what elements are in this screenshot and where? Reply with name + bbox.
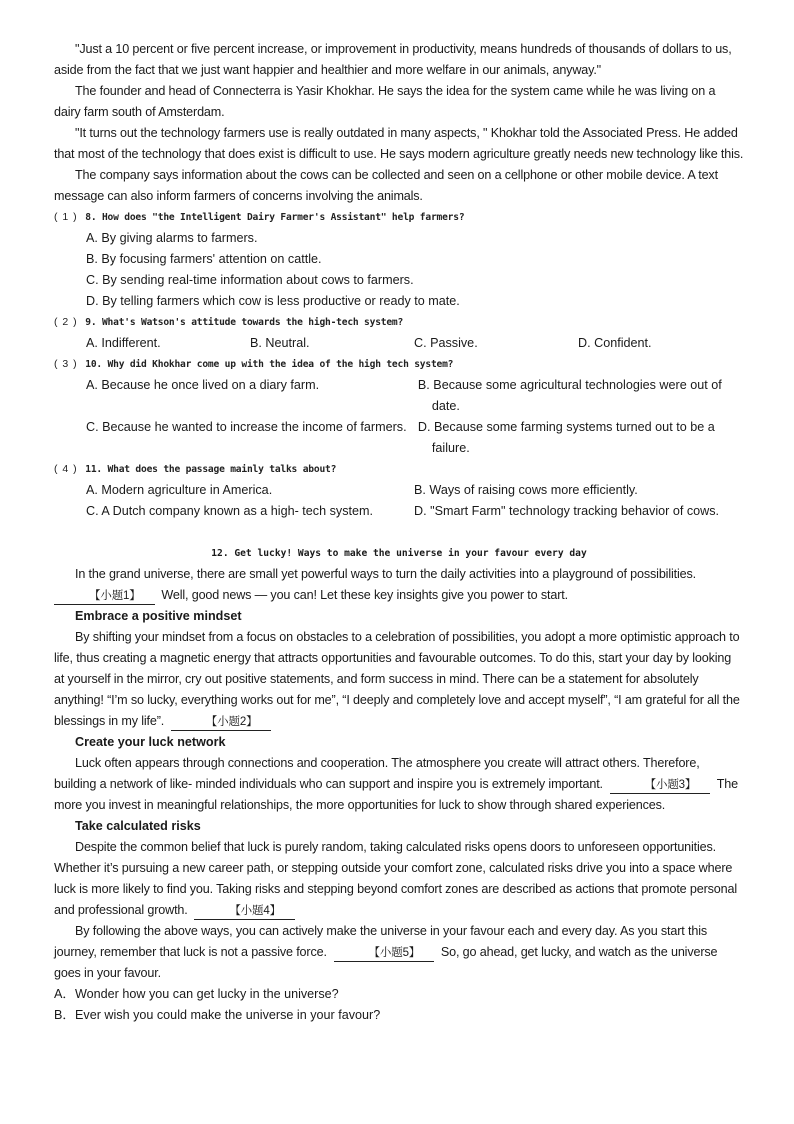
- blank-4[interactable]: 【小题4】: [194, 904, 295, 920]
- paragraph-text: So, go ahead, get lucky, and watch as the universe goes in your favour.: [54, 945, 718, 980]
- section-heading: Embrace a positive mindset: [75, 609, 242, 623]
- intro-text: In the grand universe, there are small yet powerful ways to turn the daily activities into a playground of possibilities.: [75, 567, 696, 581]
- paragraph-text: By following the above ways, you can actively make the universe in your favour each and every day. As you start this journey, remember that luck is not a passive force.: [54, 924, 707, 959]
- question-number: ( 2 ): [54, 316, 78, 328]
- passage-title: 12. Get lucky! Ways to make the universe in your favour every day: [211, 548, 587, 559]
- option-c[interactable]: C. Because he wanted to increase the income of farmers.: [86, 420, 407, 434]
- paragraph: "It turns out the technology farmers use is really outdated in many aspects, " Khokhar told the Associated Press. He added that most of the technology that does exist is difficult to use. He says modern agriculture greatly needs new technology like this.: [54, 126, 744, 161]
- question-text: 11. What does the passage mainly talks about?: [85, 464, 337, 475]
- blank-1[interactable]: 【小题1】: [54, 589, 155, 605]
- option-d[interactable]: D. "Smart Farm" technology tracking behavior of cows.: [414, 504, 720, 518]
- intro-after-text: Well, good news — you can! Let these key insights give you power to start.: [161, 588, 568, 602]
- document-page: [54, 39, 744, 1026]
- option-a[interactable]: A. Indifferent.: [86, 336, 161, 350]
- answer-option-a[interactable]: A．Wonder how you can get lucky in the universe?: [54, 987, 339, 1001]
- question-text: 10. Why did Khokhar come up with the idea of the high tech system?: [85, 359, 454, 370]
- paragraph: [54, 753, 744, 816]
- option-c[interactable]: C. A Dutch company known as a high- tech system.: [86, 504, 373, 518]
- question-3: [54, 354, 744, 459]
- option-d[interactable]: D. By telling farmers which cow is less productive or ready to mate.: [86, 294, 460, 308]
- paragraph-text: The more you invest in meaningful relationships, the more opportunities for luck to show through shared experiences.: [54, 777, 739, 812]
- option-c[interactable]: C. By sending real-time information about cows to farmers.: [86, 273, 414, 287]
- question-number: ( 3 ): [54, 358, 78, 370]
- option-a[interactable]: A. Modern agriculture in America.: [86, 483, 273, 497]
- question-stem: [54, 207, 744, 228]
- option-a[interactable]: A. Because he once lived on a diary farm.: [86, 378, 320, 392]
- question-2: [54, 312, 744, 354]
- option-c[interactable]: C. Passive.: [414, 336, 478, 350]
- paragraph: The founder and head of Connecterra is Yasir Khokhar. He says the idea for the system came while he was living on a dairy farm south of Amsterdam.: [54, 84, 716, 119]
- question-text: 8. How does "the Intelligent Dairy Farmer's Assistant" help farmers?: [85, 212, 465, 223]
- blank-5[interactable]: 【小题5】: [334, 946, 435, 962]
- section-heading: Create your luck network: [75, 735, 226, 749]
- option-a[interactable]: A. By giving alarms to farmers.: [86, 231, 258, 245]
- option-b[interactable]: B. Neutral.: [250, 336, 310, 350]
- paragraph-text: By shifting your mindset from a focus on obstacles to a celebration of possibilities, you adopt a more optimistic approach to life, thus creating a magnetic energy that attracts opportunities and favourable outcomes. To do this, start your day by looking at yourself in the mirror, cry out positive statements, and form success in mind. There can be a statement for absolutely anything! “I’m so lucky, everything works out for me”, “I deeply and completely love and accept myself”, “I am grateful for all the blessings in my life”.: [54, 630, 740, 728]
- question-stem: [54, 354, 744, 375]
- answer-option-b[interactable]: B．Ever wish you could make the universe in your favour?: [54, 1008, 381, 1022]
- question-text: 9. What's Watson's attitude towards the high-tech system?: [85, 317, 404, 328]
- paragraph-text: Luck often appears through connections and cooperation. The atmosphere you create will attract others. Therefore, building a network of like- minded individuals who can support and inspire you is extremely important.: [54, 756, 700, 791]
- paragraph: [54, 627, 744, 732]
- paragraph: [54, 921, 744, 984]
- option-b[interactable]: B. Because some agricultural technologies were out of date.: [417, 378, 722, 413]
- section-heading: Take calculated risks: [75, 819, 201, 833]
- question-1: [54, 207, 744, 312]
- blank-2[interactable]: 【小题2】: [171, 715, 272, 731]
- paragraph: The company says information about the cows can be collected and seen on a cellphone or other mobile device. A text message can also inform farmers of concerns involving the animals.: [54, 168, 718, 203]
- question-number: ( 1 ): [54, 211, 78, 223]
- paragraph: "Just a 10 percent or five percent increase, or improvement in productivity, means hundreds of thousands of dollars to us, aside from the fact that we just want happier and healthier and more welfare in our animals, anyway.": [54, 42, 732, 77]
- question-stem: [54, 312, 744, 333]
- paragraph-text: Despite the common belief that luck is purely random, taking calculated risks opens doors to unforeseen opportunities. Whether it’s pursuing a new career path, or stepping outside your comfort zone, calculated risks drive you into a space where luck is more likely to find you. Taking risks and stepping beyond comfort zones are described as actions that promote personal and professional growth.: [54, 840, 737, 917]
- passage-2: [54, 522, 744, 1026]
- paragraph: [54, 837, 744, 921]
- paragraph: [54, 564, 744, 606]
- option-d[interactable]: D. Because some farming systems turned out to be a failure.: [417, 420, 715, 455]
- option-d[interactable]: D. Confident.: [578, 336, 652, 350]
- blank-3[interactable]: 【小题3】: [610, 778, 711, 794]
- question-number: ( 4 ): [54, 463, 78, 475]
- option-b[interactable]: B. Ways of raising cows more efficiently.: [414, 483, 638, 497]
- passage-1: [54, 39, 744, 207]
- question-4: [54, 459, 744, 522]
- option-b[interactable]: B. By focusing farmers' attention on cattle.: [86, 252, 322, 266]
- question-stem: [54, 459, 744, 480]
